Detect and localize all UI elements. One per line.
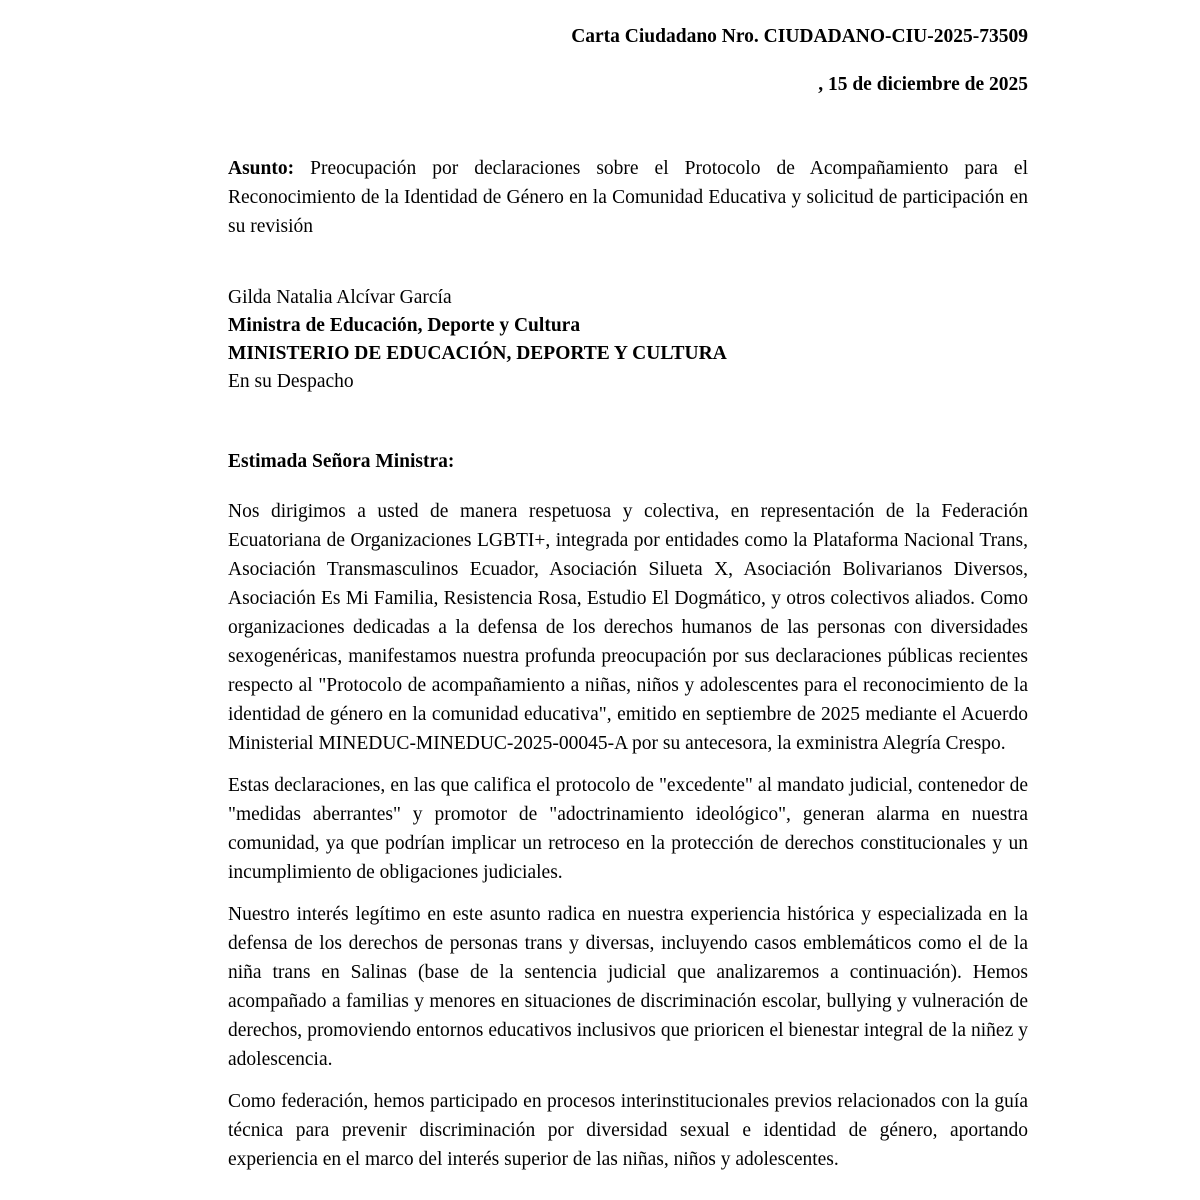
- recipient-name: Gilda Natalia Alcívar García: [228, 287, 452, 308]
- letter-reference-number: Carta Ciudadano Nro. CIUDADANO-CIU-2025-73509: [571, 26, 1028, 47]
- recipient-institution: MINISTERIO DE EDUCACIÓN, DEPORTE Y CULTURA: [228, 343, 727, 364]
- body-paragraph-2: Estas declaraciones, en las que califica el protocolo de "excedente" al mandato judicial, contenedor de "medidas aberrantes" y promotor de "adoctrinamiento ideológico", generan alarma en nuestra comunidad, ya que podrían implicar un retroceso en la protección de derechos constitucionales y un incumplimiento de obligaciones judiciales.: [228, 775, 1028, 883]
- salutation: Estimada Señora Ministra:: [228, 451, 455, 472]
- body-paragraph-1: Nos dirigimos a usted de manera respetuosa y colectiva, en representación de la Federación Ecuatoriana de Organizaciones LGBTI+, integrada por entidades como la Plataforma Nacional Trans, Asociación Transmasculinos Ecuador, Asociación Silueta X, Asociación Bolivarianos Diversos, Asociación Es Mi Familia, Resistencia Rosa, Estudio El Dogmático, y otros colectivos aliados. Como organizaciones dedicadas a la defensa de los derechos humanos de las personas con diversidades sexogenéricas, manifestamos nuestra profunda preocupación por sus declaraciones públicas recientes respecto al "Protocolo de acompañamiento a niñas, niños y adolescentes para el reconocimiento de la identidad de género en la comunidad educativa", emitido en septiembre de 2025 mediante el Acuerdo Ministerial MINEDUC-MINEDUC-2025-00045-A por su antecesora, la exministra Alegría Crespo.: [228, 501, 1028, 754]
- subject-text: Preocupación por declaraciones sobre el Protocolo de Acompañamiento para el Reconocimiento de la Identidad de Género en la Comunidad Educativa y solicitud de participación en su revisión: [228, 158, 1029, 237]
- recipient-dispatch: En su Despacho: [228, 371, 354, 392]
- recipient-block: [228, 284, 1028, 396]
- body-paragraph-3: Nuestro interés legítimo en este asunto radica en nuestra experiencia histórica y especializada en la defensa de los derechos de personas trans y diversas, incluyendo casos emblemáticos como el de la niña trans en Salinas (base de la sentencia judicial que analizaremos a continuación). Hemos acompañado a familias y menores en situaciones de discriminación escolar, bullying y vulneración de derechos, promoviendo entornos educativos inclusivos que prioricen el bienestar integral de la niñez y adolescencia.: [228, 904, 1028, 1070]
- subject-line: [228, 154, 1028, 241]
- body-paragraph-4: Como federación, hemos participado en procesos interinstitucionales previos relacionados con la guía técnica para prevenir discriminación por diversidad sexual e identidad de género, aportando experiencia en el marco del interés superior de las niñas, niños y adolescentes.: [228, 1091, 1028, 1170]
- recipient-title: Ministra de Educación, Deporte y Cultura: [228, 315, 581, 336]
- subject-label: Asunto:: [228, 158, 295, 179]
- letter-date: , 15 de diciembre de 2025: [818, 74, 1028, 95]
